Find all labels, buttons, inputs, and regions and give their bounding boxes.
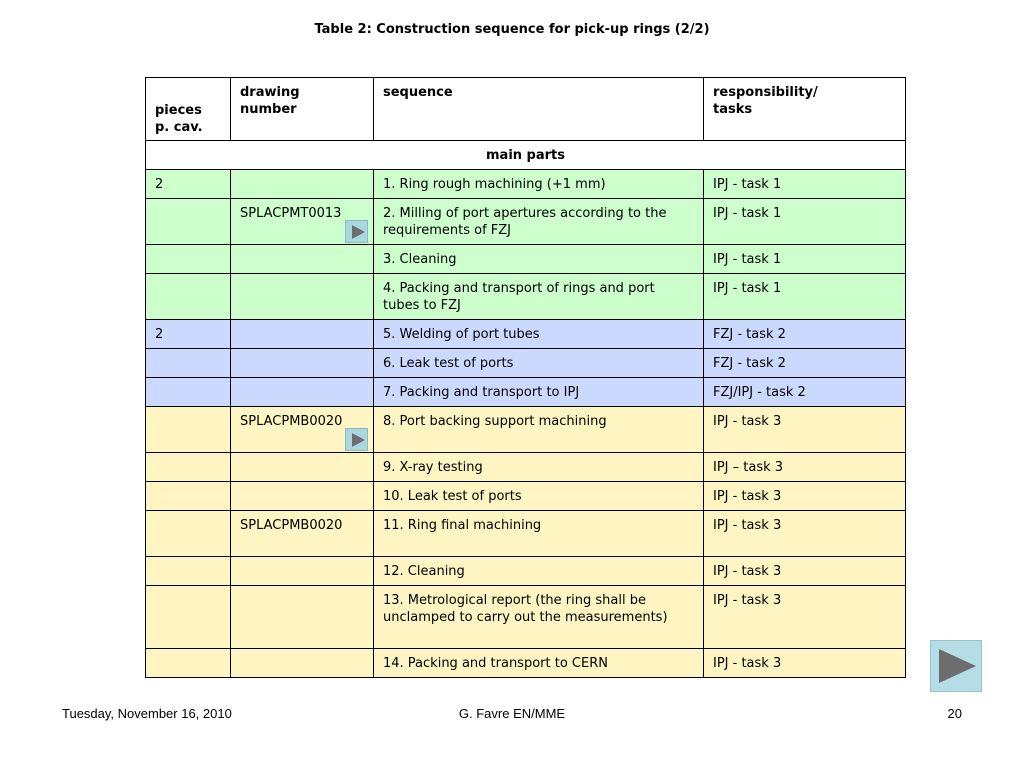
table-row [146, 378, 906, 407]
cell-pieces [146, 199, 231, 245]
footer-date: Tuesday, November 16, 2010 [62, 706, 232, 721]
table-row [146, 320, 906, 349]
header-sequence: sequence [374, 78, 704, 141]
cell-task: IPJ - task 1 [704, 274, 906, 320]
cell-pieces: 2 [146, 170, 231, 199]
cell-task: IPJ - task 3 [704, 586, 906, 649]
cell-drawing [231, 586, 374, 649]
footer-page-number: 20 [947, 706, 962, 721]
drawing-number-label: SPLACPMB0020 [240, 414, 343, 429]
cell-sequence: 4. Packing and transport of rings and port tubes to FZJ [374, 274, 704, 320]
cell-drawing [231, 557, 374, 586]
table-row [146, 586, 906, 649]
cell-task: IPJ - task 3 [704, 407, 906, 453]
construction-sequence-table [145, 77, 906, 678]
table-row [146, 453, 906, 482]
cell-sequence: 11. Ring final machining [374, 511, 704, 557]
cell-task: FZJ/IPJ - task 2 [704, 378, 906, 407]
cell-drawing [231, 649, 374, 678]
cell-pieces [146, 649, 231, 678]
table-row [146, 407, 906, 453]
cell-pieces [146, 511, 231, 557]
play-arrow-icon[interactable] [345, 220, 368, 243]
cell-task: FZJ - task 2 [704, 320, 906, 349]
cell-drawing [231, 349, 374, 378]
cell-pieces [146, 557, 231, 586]
slide-title: Table 2: Construction sequence for pick-up rings (2/2) [314, 22, 710, 37]
table-row [146, 649, 906, 678]
cell-drawing [231, 407, 374, 453]
cell-sequence: 6. Leak test of ports [374, 349, 704, 378]
table-row [146, 511, 906, 557]
cell-sequence: 14. Packing and transport to CERN [374, 649, 704, 678]
cell-pieces [146, 453, 231, 482]
cell-task: IPJ – task 3 [704, 453, 906, 482]
cell-pieces: 2 [146, 320, 231, 349]
cell-pieces [146, 407, 231, 453]
next-slide-arrow-icon[interactable] [930, 640, 982, 692]
cell-sequence: 8. Port backing support machining [374, 407, 704, 453]
table-row [146, 199, 906, 245]
cell-pieces [146, 274, 231, 320]
cell-task: IPJ - task 3 [704, 511, 906, 557]
header-drawing-number: drawing number [231, 78, 374, 141]
cell-sequence: 12. Cleaning [374, 557, 704, 586]
cell-task: IPJ - task 1 [704, 170, 906, 199]
cell-sequence: 3. Cleaning [374, 245, 704, 274]
cell-sequence: 1. Ring rough machining (+1 mm) [374, 170, 704, 199]
table-row [146, 274, 906, 320]
section-row [146, 141, 906, 170]
cell-sequence: 9. X-ray testing [374, 453, 704, 482]
cell-drawing [231, 245, 374, 274]
cell-sequence: 10. Leak test of ports [374, 482, 704, 511]
cell-drawing [231, 320, 374, 349]
cell-task: IPJ - task 1 [704, 199, 906, 245]
cell-drawing [231, 274, 374, 320]
cell-sequence: 7. Packing and transport to IPJ [374, 378, 704, 407]
cell-task: IPJ - task 3 [704, 557, 906, 586]
table-row [146, 349, 906, 378]
table-row [146, 170, 906, 199]
cell-pieces [146, 586, 231, 649]
table-row [146, 245, 906, 274]
drawing-number-label: SPLACPMT0013 [240, 206, 342, 221]
table-row [146, 482, 906, 511]
cell-drawing [231, 453, 374, 482]
cell-pieces [146, 378, 231, 407]
header-pieces: pieces p. cav. [146, 78, 231, 141]
cell-sequence: 13. Metrological report (the ring shall be unclamped to carry out the measurements) [374, 586, 704, 649]
header-responsibility: responsibility/ tasks [704, 78, 906, 141]
cell-drawing: SPLACPMB0020 [231, 511, 374, 557]
play-arrow-icon[interactable] [345, 428, 368, 451]
cell-drawing [231, 482, 374, 511]
cell-pieces [146, 349, 231, 378]
cell-sequence: 5. Welding of port tubes [374, 320, 704, 349]
cell-task: IPJ - task 3 [704, 649, 906, 678]
header-row [146, 78, 906, 141]
table-row [146, 557, 906, 586]
cell-pieces [146, 245, 231, 274]
cell-task: FZJ - task 2 [704, 349, 906, 378]
cell-sequence: 2. Milling of port apertures according to the requirements of FZJ [374, 199, 704, 245]
cell-pieces [146, 482, 231, 511]
cell-drawing [231, 199, 374, 245]
cell-task: IPJ - task 1 [704, 245, 906, 274]
section-label-main-parts: main parts [146, 141, 906, 170]
cell-drawing [231, 170, 374, 199]
cell-task: IPJ - task 3 [704, 482, 906, 511]
footer-author: G. Favre EN/MME [458, 706, 566, 721]
cell-drawing [231, 378, 374, 407]
